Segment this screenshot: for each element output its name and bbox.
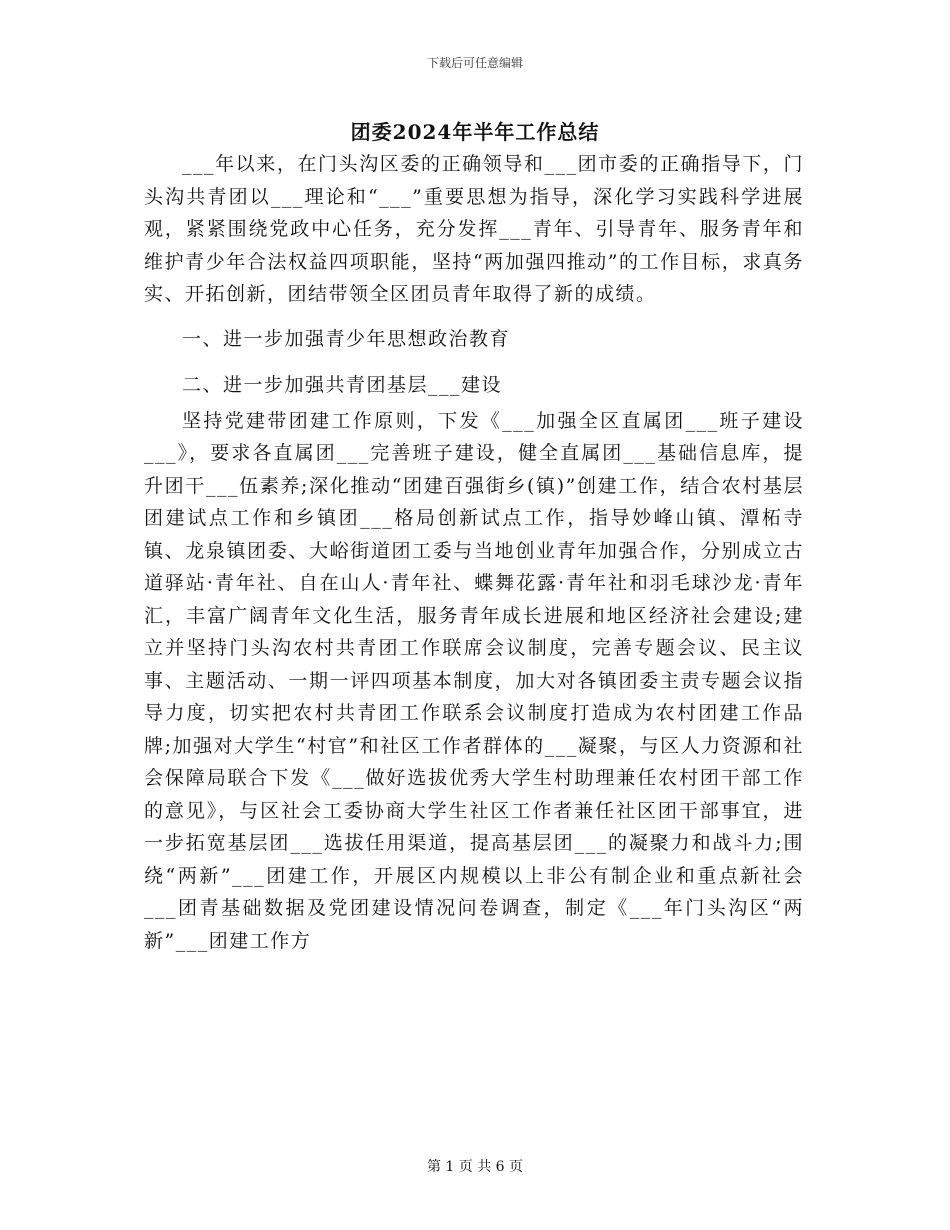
header-note: 下载后可任意编辑 bbox=[426, 56, 523, 70]
section-heading-1: 一、进一步加强青少年思想政治教育 bbox=[182, 327, 511, 350]
paragraph-section-2: 坚持党建带团建工作原则，下发《___加强全区直属团___班子建设___》，要求各直属团___完善班子建设，健全直属团___基础信息库，提升团干___伍素养;深化推动“团建百强街乡(镇)”创建工作，结合农村基层团建试点工作和乡镇团___格局创新试点工作，指导妙峰山镇、潭柘寺镇、龙泉镇团委、大峪街道团工委与当地创业青年加强合作，分别成立古道驿站·青年社、自在山人·青年社、蝶舞花露·青年社和羽毛球沙龙·青年汇，丰富广阔青年文化生活，服务青年成长进展和地区经济社会建设;建立并坚持门头沟农村共青团工作联席会议制度，完善专题会议、民主议事、主题活动、一期一评四项基本制度，加大对各镇团委主责专题会议指导力度，切实把农村共青团工作联系会议制度打造成为农村团建工作品牌;加强对大学生“村官”和社区工作者群体的___凝聚，与区人力资源和社会保障局联合下发《___做好选拔优秀大学生村助理兼任农村团干部工作的意见》，与区社会工委协商大学生社区工作者兼任社区团干部事宜，进一步拓宽基层团___选拔任用渠道，提高基层团___的凝聚力和战斗力;围绕“两新”___团建工作，开展区内规模以上非公有制企业和重点新社会___团青基础数据及党团建设情况问卷调查，制定《___年门头沟区“两新”___团建工作方 bbox=[144, 409, 804, 952]
section-heading-2: 二、进一步加强共青团基层___建设 bbox=[182, 373, 503, 396]
paragraph-intro: ___年以来，在门头沟区委的正确领导和___团市委的正确指导下，门头沟共青团以___理论和“___”重要思想为指导，深化学习实践科学进展观，紧紧围绕党政中心任务，充分发挥___青年、引导青年、服务青年和维护青少年合法权益四项职能，坚持“两加强四推动”的工作目标，求真务实、开拓创新，团结带领全区团员青年取得了新的成绩。 bbox=[144, 153, 804, 305]
page-footer: 第 1 页 共 6 页 bbox=[426, 1159, 524, 1175]
document-title: 团委2024年半年工作总结 bbox=[350, 120, 600, 144]
document-body bbox=[144, 148, 804, 957]
